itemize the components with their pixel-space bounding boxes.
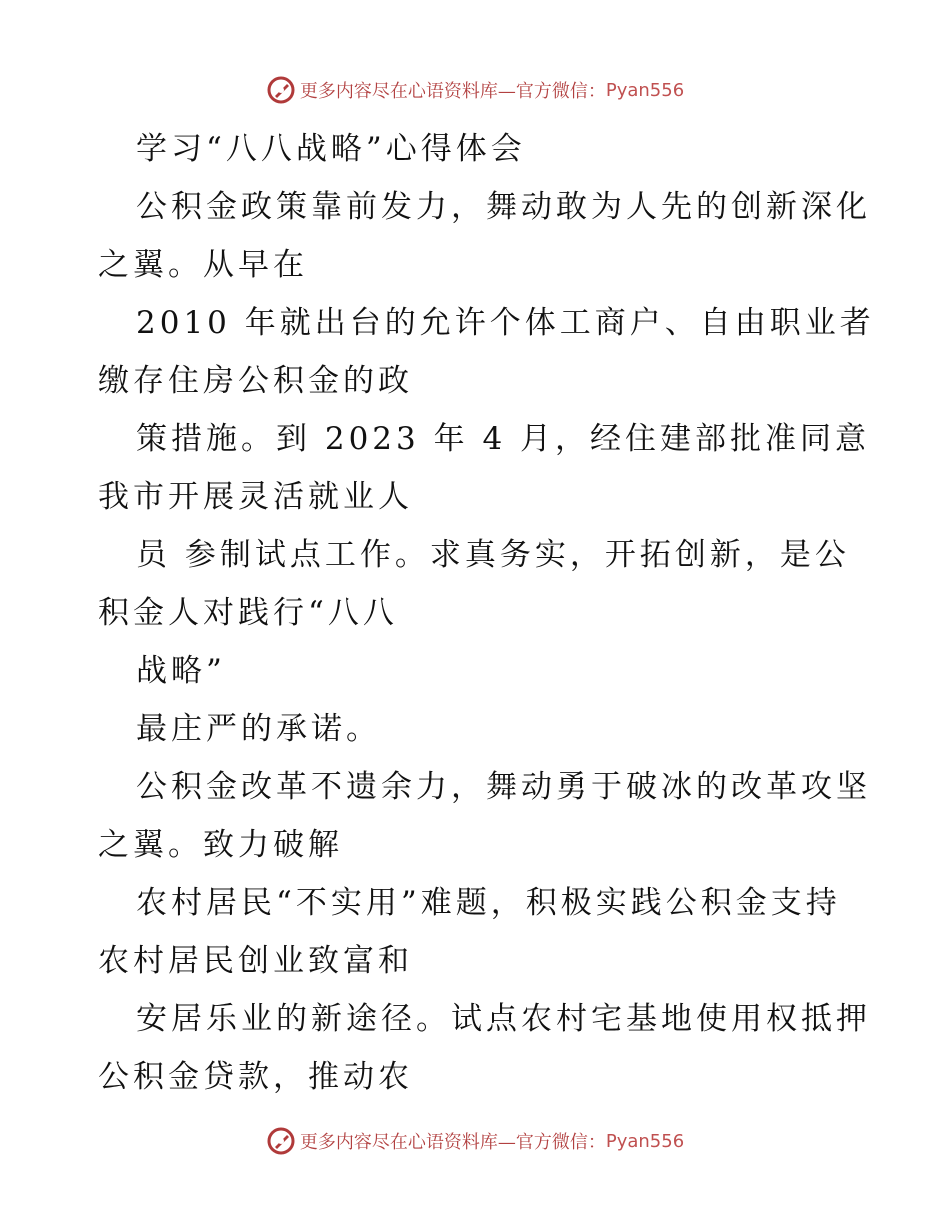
- watermark-text: 更多内容尽在心语资料库—官方微信：: [299, 1132, 606, 1153]
- text-line: 公积金改革不遗余力，舞动勇于破冰的改革攻坚: [136, 769, 871, 805]
- text-line: 公积金贷款，推动农: [98, 1059, 413, 1095]
- text-line: 农村居民创业致富和: [98, 943, 413, 979]
- footer-watermark: [0, 1123, 950, 1159]
- quill-circle-icon: [266, 75, 296, 105]
- text-line: 策措施。到 2023 年 4 月，经住建部批准同意: [136, 421, 871, 457]
- text-line: 我市开展灵活就业人: [98, 479, 413, 515]
- document-body: [98, 120, 875, 1106]
- text-line: 员 参制试点工作。求真务实，开拓创新，是公: [136, 537, 850, 573]
- watermark-text: 更多内容尽在心语资料库—官方微信：: [299, 81, 606, 102]
- text-line: 公积金政策靠前发力，舞动敢为人先的创新深化: [136, 189, 871, 225]
- text-line: 之翼。致力破解: [98, 827, 343, 863]
- header-watermark: [0, 72, 950, 108]
- text-line: 最庄严的承诺。: [136, 711, 381, 747]
- text-line: 安居乐业的新途径。试点农村宅基地使用权抵押: [136, 1001, 871, 1037]
- watermark-wechat-id: Pyan556: [605, 79, 685, 101]
- text-line: 学习“八八战略”心得体会: [136, 131, 526, 167]
- text-line: 积金人对践行“八八: [98, 595, 398, 631]
- quill-circle-icon: [266, 1126, 296, 1156]
- text-line: 缴存住房公积金的政: [98, 363, 413, 399]
- text-line: 2010 年就出台的允许个体工商户、自由职业者: [136, 305, 875, 341]
- watermark-wechat-id: Pyan556: [605, 1130, 685, 1152]
- text-line: 之翼。从早在: [98, 247, 308, 283]
- text-line: 农村居民“不实用”难题，积极实践公积金支持: [136, 885, 841, 921]
- text-line: 战略”: [136, 653, 226, 689]
